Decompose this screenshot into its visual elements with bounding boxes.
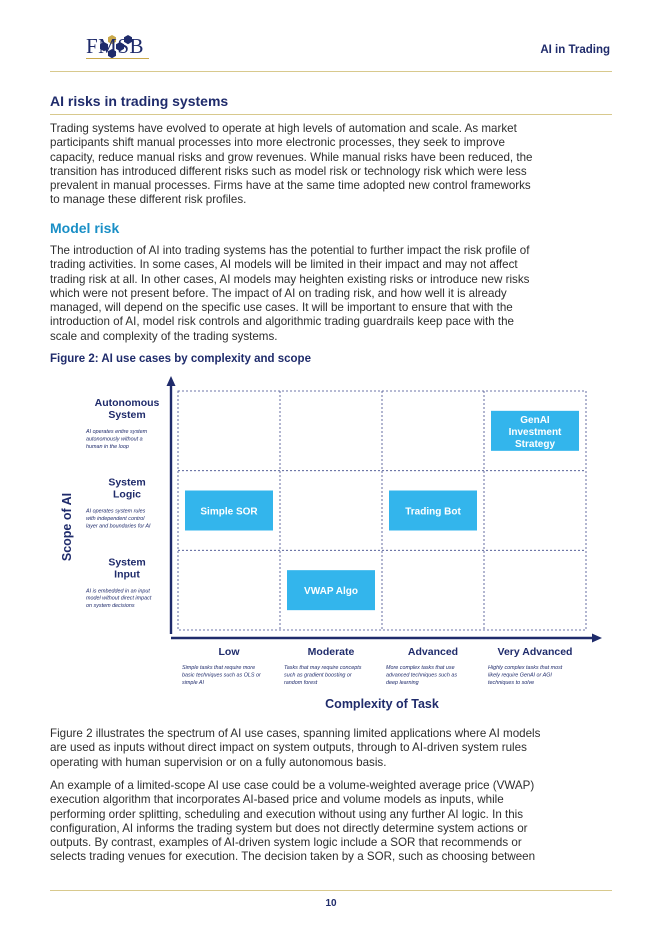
column-description: More complex tasks that use	[386, 665, 455, 671]
column-title: Moderate	[307, 646, 355, 658]
use-case-matrix-figure	[50, 372, 612, 716]
text-line: prevalent in manual processes. Firms have at the same time adopted new control frameworks	[50, 179, 531, 193]
column-description: Simple tasks that require more	[182, 665, 256, 671]
text-line: scale and complexity of the trading systems.	[50, 329, 278, 343]
use-case-label: VWAP Algo	[304, 586, 358, 598]
logo-text: FMSB	[86, 34, 145, 58]
text-line: selects trading venues for execution. The decision taken by a SOR, such as choosing between	[50, 850, 536, 864]
row-title: System	[108, 556, 146, 569]
row-title: Logic	[113, 488, 141, 501]
text-line: Trading systems have evolved to operate at high levels of automation and scale. As market	[50, 122, 517, 135]
x-axis-title: Complexity of Task	[325, 697, 439, 711]
row-title: System	[108, 476, 146, 489]
column-description: simple AI	[182, 679, 204, 686]
figure-explanation-paragraph	[50, 727, 613, 770]
header-divider	[50, 71, 612, 72]
text-line: which were not present before. The impact of AI on trading risk, and how well it is already	[50, 286, 507, 300]
text-line: execution algorithm that incorporates AI-based price and volume models as inputs, while	[50, 793, 504, 807]
text-line: capacity, reduce manual risks and grow revenues. While manual risks have been reduced, the	[50, 150, 533, 164]
use-case-label: Strategy	[514, 438, 556, 450]
text-line: The introduction of AI into trading systems has the potential to further impact the risk profile of	[50, 244, 530, 257]
text-line: trading activities. In some cases, AI models will be limited in their impact and may not affect	[50, 258, 518, 272]
intro-paragraph	[50, 122, 613, 208]
column-description: advanced techniques such as	[386, 672, 458, 679]
text-line: operating with human supervision or on a fully autonomous basis.	[50, 755, 387, 769]
column-description: likely require GenAI or AGI	[488, 672, 552, 679]
model-risk-paragraph	[50, 244, 613, 344]
row-title: Input	[114, 568, 140, 581]
figure-title: Figure 2: AI use cases by complexity and scope	[50, 353, 311, 365]
row-description: on system decisions	[86, 603, 135, 610]
row-description: with independent control	[86, 516, 145, 523]
text-line: to manage these different risk profiles.	[50, 193, 247, 207]
logo-underline	[86, 58, 149, 59]
text-line: Figure 2 illustrates the spectrum of AI use cases, spanning limited applications where AI models	[50, 727, 541, 740]
text-line: are used as inputs without direct impact on system outputs, through to AI-driven system rules	[50, 741, 527, 755]
section-heading: AI risks in trading systems	[50, 93, 229, 109]
text-line: participants shift manual processes into more electronic processes, they seek to improve	[50, 136, 505, 150]
use-case-label: Simple SOR	[200, 506, 258, 518]
column-description: techniques to solve	[488, 679, 535, 686]
page-number: 10	[325, 898, 337, 909]
row-description: AI operates system rules	[86, 508, 146, 515]
column-description: deep learning	[386, 679, 419, 686]
text-line: outputs. By contrast, examples of AI-driven system logic include a SOR that recommends or	[50, 836, 522, 850]
footer-divider	[50, 890, 612, 891]
column-description: such as gradient boosting or	[284, 672, 352, 679]
row-description: human in the loop	[86, 443, 129, 450]
text-line: An example of a limited-scope AI use case could be a volume-weighted average price (VWAP)	[50, 779, 535, 792]
row-description: AI is embedded in an input	[86, 588, 150, 595]
use-case-label: Trading Bot	[405, 506, 461, 518]
text-line: trading risk at all. In other cases, AI models may heighten existing risks or introduce new risks	[50, 272, 530, 286]
text-line: transition has introduced different risks such as model risk or technology risk which were less	[50, 164, 527, 178]
column-description: random forest	[284, 679, 318, 686]
x-axis-arrow-icon	[592, 634, 602, 643]
section-divider	[50, 114, 612, 115]
column-description: Highly complex tasks that most	[488, 665, 563, 671]
text-line: performing order splitting, scheduling and execution without using any further AI logic. In this	[50, 807, 524, 821]
y-axis-arrow-icon	[167, 376, 176, 386]
use-case-label: Investment	[508, 426, 562, 438]
text-line: managed, will depend on the specific use cases. It will be important to ensure that with the	[50, 301, 513, 315]
row-description: layer and boundaries for AI	[86, 523, 151, 530]
column-title: Very Advanced	[497, 646, 573, 658]
row-title: System	[108, 409, 146, 421]
row-description: model without direct impact	[86, 595, 152, 602]
text-line: introduction of AI, model risk controls and algorithmic trading guardrails keep pace with the	[50, 315, 514, 329]
column-title: Advanced	[407, 646, 459, 658]
use-case-label: GenAI	[520, 414, 550, 426]
y-axis-title: Scope of AI	[60, 492, 74, 562]
row-description: autonomously without a	[86, 436, 143, 443]
column-description: basic techniques such as OLS or	[182, 672, 261, 679]
example-paragraph	[50, 779, 613, 865]
row-description: AI operates entire system	[86, 429, 148, 435]
text-line: configuration, AI informs the trading system but does not directly determine system actions or	[50, 821, 528, 835]
column-description: Tasks that may require concepts	[284, 665, 362, 671]
row-title: Autonomous	[94, 397, 160, 409]
running-header: AI in Trading	[540, 44, 610, 56]
column-title: Low	[218, 646, 240, 658]
model-risk-heading: Model risk	[50, 220, 120, 236]
